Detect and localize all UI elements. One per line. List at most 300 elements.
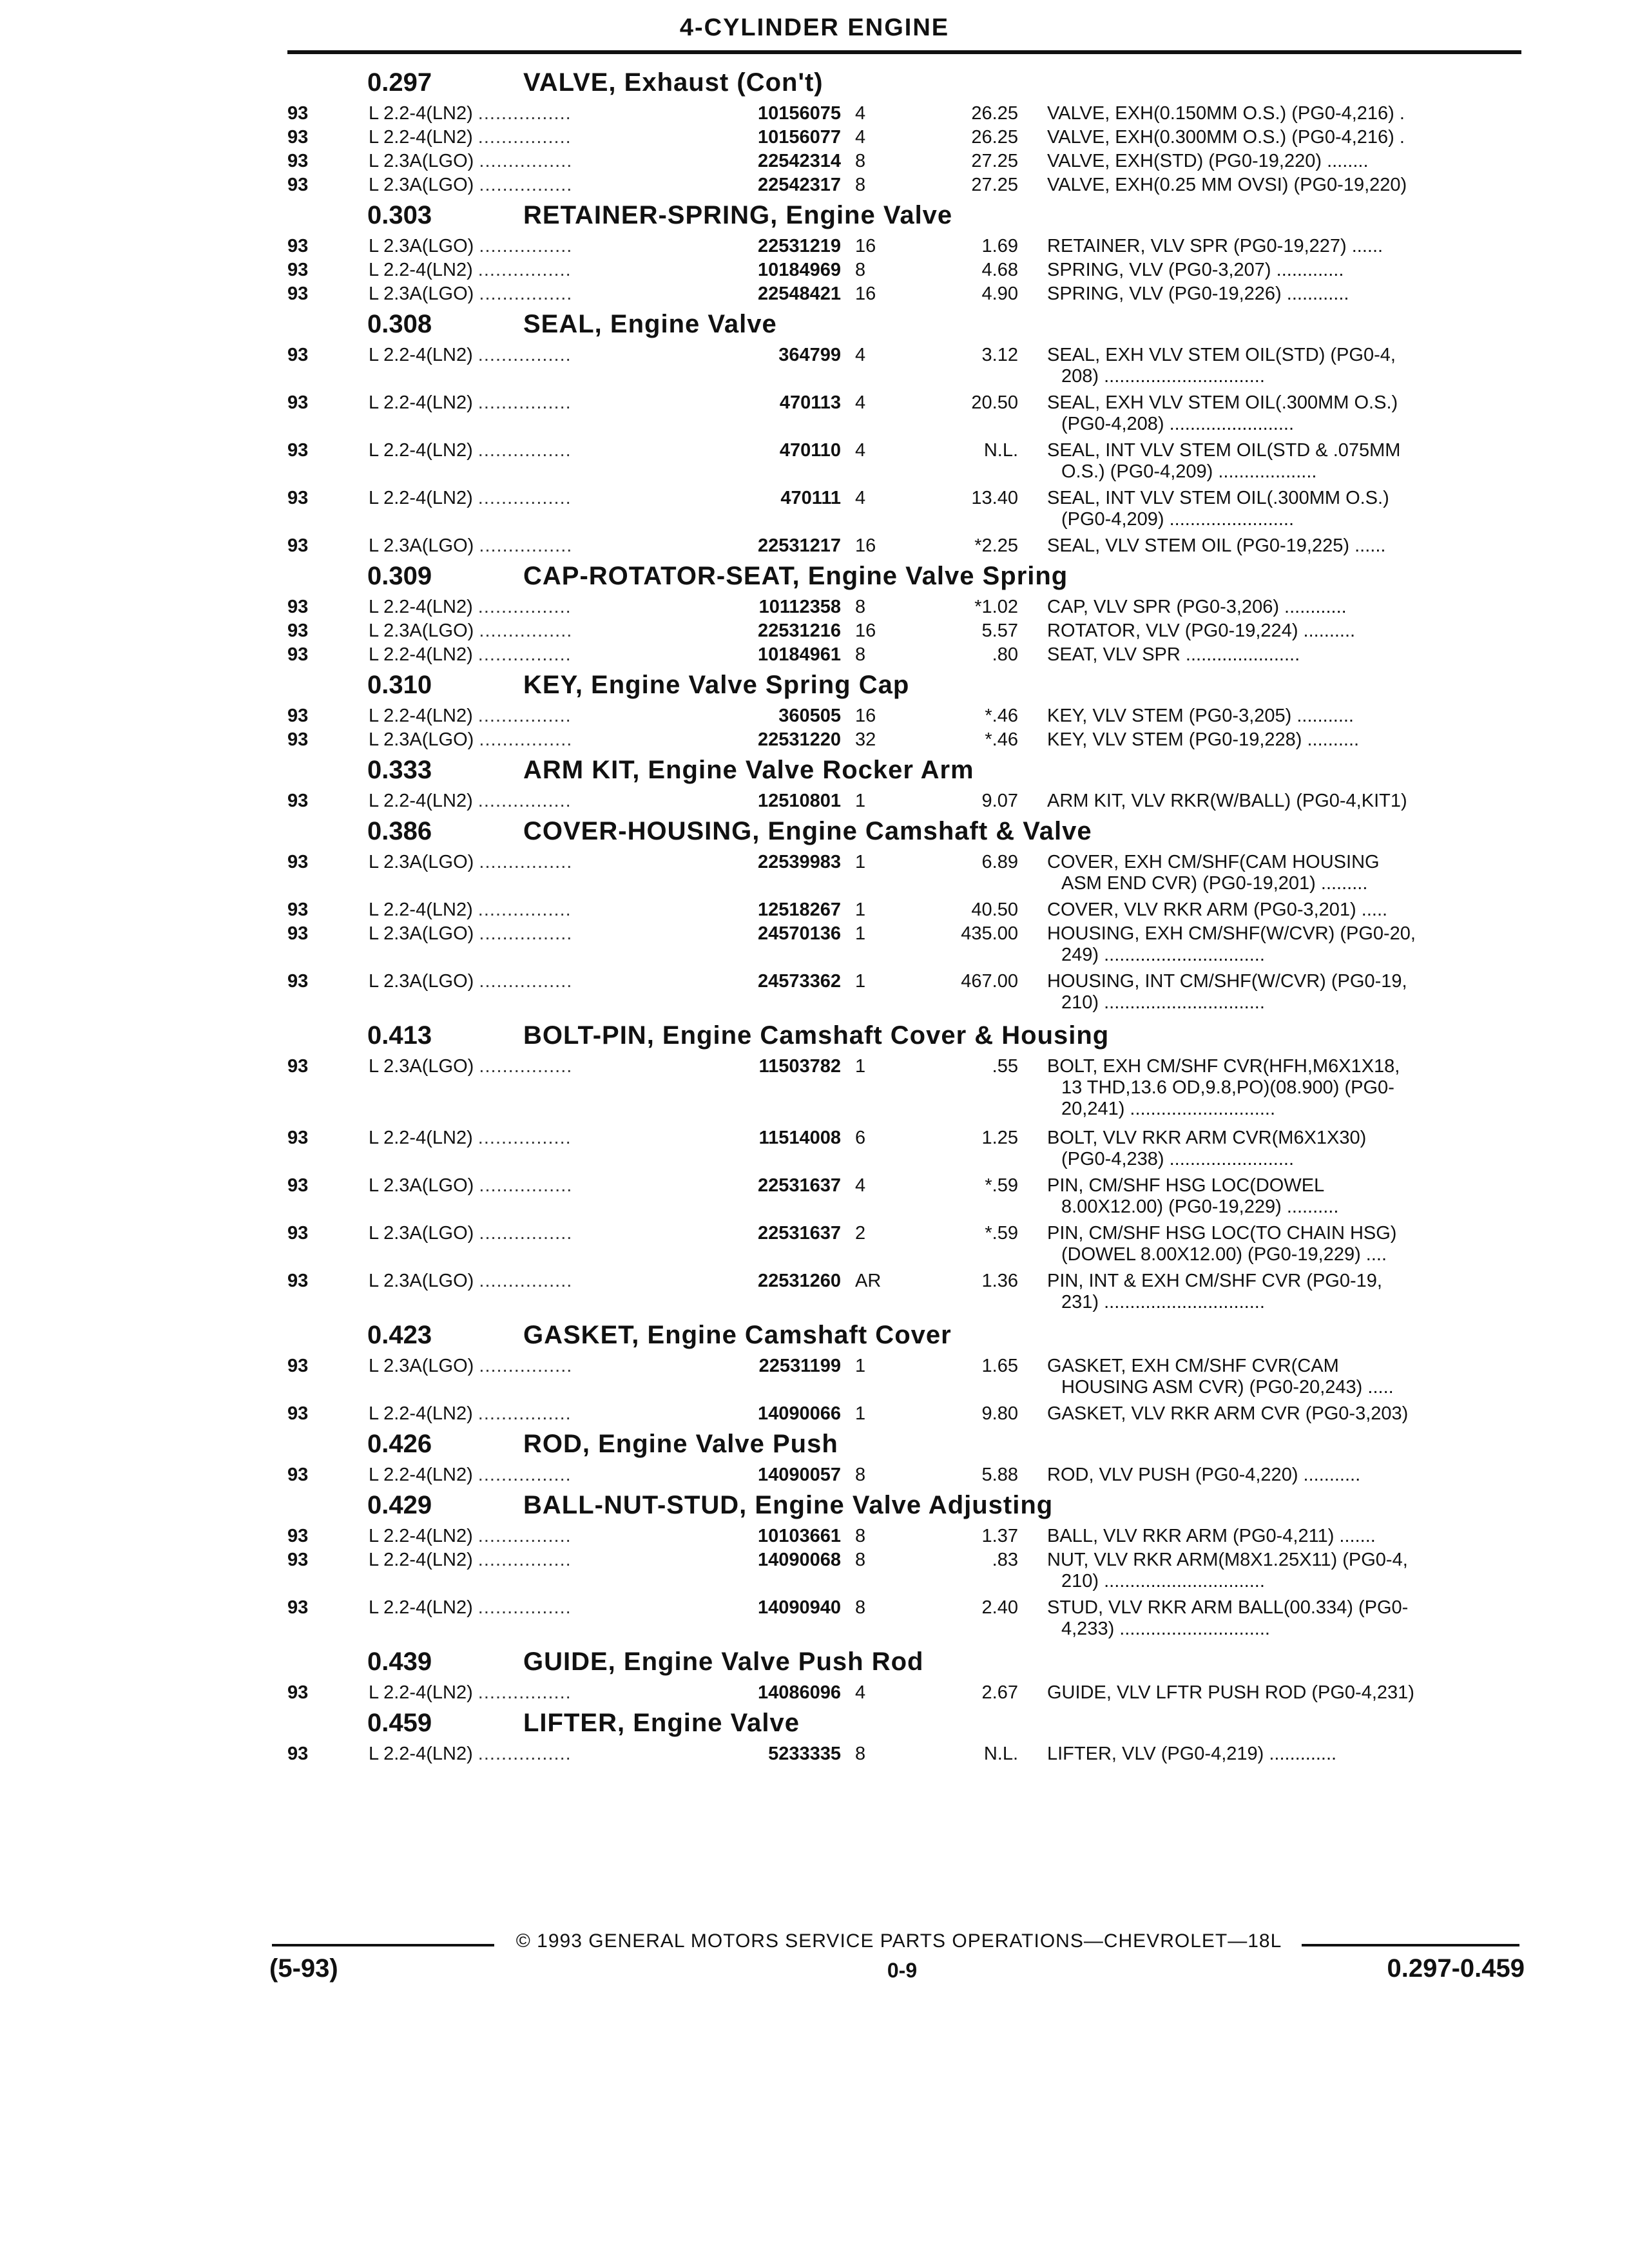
part-description — [1047, 1526, 1518, 1547]
part-number: 10156077 — [757, 127, 841, 148]
description-line: SEAL, INT VLV STEM OIL(STD & .075MM — [1047, 440, 1401, 461]
section-title: VALVE, Exhaust (Con't) — [523, 68, 824, 97]
description-line: VALVE, EXH(0.25 MM OVSI) (PG0-19,220) — [1047, 175, 1407, 195]
quantity: 1 — [855, 923, 866, 944]
section-heading — [0, 66, 1629, 103]
description-line: BALL, VLV RKR ARM (PG0-4,211) ....... — [1047, 1526, 1376, 1546]
quantity: 6 — [855, 1128, 866, 1148]
engine-model-text: L 2.3A(LGO) — [369, 1356, 474, 1376]
engine-model — [369, 1271, 710, 1292]
part-description — [1047, 1056, 1518, 1120]
part-number: 14090068 — [757, 1550, 841, 1570]
quantity: 1 — [855, 1403, 866, 1424]
model-year: 93 — [287, 791, 309, 811]
table-row — [0, 151, 1629, 175]
section-title: CAP-ROTATOR-SEAT, Engine Valve Spring — [523, 562, 1068, 590]
part-number: 10184969 — [757, 260, 841, 280]
part-description — [1047, 1465, 1518, 1486]
quantity: 8 — [855, 597, 866, 617]
part-description — [1047, 488, 1518, 530]
part-description — [1047, 1597, 1518, 1640]
price: 1.65 — [981, 1356, 1018, 1376]
description-line: LIFTER, VLV (PG0-4,219) ............. — [1047, 1744, 1337, 1764]
engine-model-text: L 2.2-4(LN2) — [369, 260, 473, 280]
part-number: 22531260 — [757, 1271, 841, 1291]
engine-model — [369, 284, 710, 305]
description-line: 208) ............................... — [1061, 366, 1265, 387]
part-description — [1047, 852, 1518, 894]
quantity: 8 — [855, 175, 866, 195]
quantity: 16 — [855, 706, 876, 726]
engine-model-text: L 2.3A(LGO) — [369, 729, 474, 750]
engine-model-text: L 2.2-4(LN2) — [369, 392, 473, 413]
leader-dots: ................ — [479, 1223, 573, 1244]
table-row — [0, 1356, 1629, 1403]
table-row — [0, 1128, 1629, 1175]
section-number: 0.310 — [367, 671, 432, 699]
quantity: 4 — [855, 127, 866, 148]
description-line: GUIDE, VLV LFTR PUSH ROD (PG0-4,231) — [1047, 1682, 1414, 1703]
engine-model-text: L 2.2-4(LN2) — [369, 1744, 473, 1764]
section-heading — [0, 668, 1629, 706]
price: 5.57 — [981, 620, 1018, 641]
description-line: PIN, CM/SHF HSG LOC(DOWEL — [1047, 1175, 1325, 1196]
section-title: BALL-NUT-STUD, Engine Valve Adjusting — [523, 1491, 1054, 1519]
model-year: 93 — [287, 260, 309, 280]
model-year: 93 — [287, 1526, 309, 1546]
price: 435.00 — [961, 923, 1018, 944]
price: 3.12 — [981, 345, 1018, 365]
price: *.46 — [985, 706, 1018, 726]
table-row — [0, 175, 1629, 198]
model-year: 93 — [287, 127, 309, 148]
model-year: 93 — [287, 1465, 309, 1485]
engine-model — [369, 1356, 710, 1377]
engine-model — [369, 260, 710, 281]
footer-section-range: 0.297-0.459 — [1387, 1954, 1525, 1983]
model-year: 93 — [287, 852, 309, 872]
engine-model — [369, 597, 710, 618]
part-number: 12518267 — [757, 899, 841, 920]
quantity: 2 — [855, 1223, 866, 1244]
table-row — [0, 899, 1629, 923]
part-number: 22539983 — [757, 852, 841, 872]
price: 1.25 — [981, 1128, 1018, 1148]
engine-model — [369, 729, 710, 751]
price: 1.36 — [981, 1271, 1018, 1291]
model-year: 93 — [287, 284, 309, 304]
quantity: 8 — [855, 1465, 866, 1485]
engine-model — [369, 103, 710, 124]
leader-dots: ................ — [479, 852, 573, 872]
model-year: 93 — [287, 1356, 309, 1376]
price: *2.25 — [974, 535, 1018, 556]
description-line: O.S.) (PG0-4,209) ................... — [1061, 461, 1317, 482]
section-title: KEY, Engine Valve Spring Cap — [523, 671, 910, 699]
section-heading — [0, 1318, 1629, 1356]
section-heading — [0, 307, 1629, 345]
part-number: 14090066 — [757, 1403, 841, 1424]
leader-dots: ................ — [477, 1128, 572, 1148]
description-line: ROD, VLV PUSH (PG0-4,220) ........... — [1047, 1465, 1361, 1485]
leader-dots: ................ — [477, 488, 572, 508]
description-line: PIN, INT & EXH CM/SHF CVR (PG0-19, — [1047, 1271, 1382, 1291]
engine-model-text: L 2.2-4(LN2) — [369, 644, 473, 665]
model-year: 93 — [287, 923, 309, 944]
table-row — [0, 1526, 1629, 1550]
price: *.46 — [985, 729, 1018, 750]
part-description — [1047, 127, 1518, 148]
engine-model-text: L 2.3A(LGO) — [369, 1056, 474, 1077]
model-year: 93 — [287, 706, 309, 726]
table-row — [0, 440, 1629, 488]
engine-model-text: L 2.3A(LGO) — [369, 1271, 474, 1291]
quantity: 1 — [855, 852, 866, 872]
section-heading — [0, 559, 1629, 597]
part-number: 22531216 — [757, 620, 841, 641]
engine-model-text: L 2.2-4(LN2) — [369, 899, 473, 920]
part-number: 10184961 — [757, 644, 841, 665]
model-year: 93 — [287, 103, 309, 124]
price: 4.68 — [981, 260, 1018, 280]
model-year: 93 — [287, 1271, 309, 1291]
price: .83 — [992, 1550, 1018, 1570]
part-description — [1047, 284, 1518, 305]
leader-dots: ................ — [479, 1271, 573, 1291]
model-year: 93 — [287, 1056, 309, 1077]
quantity: 16 — [855, 236, 876, 256]
engine-model — [369, 971, 710, 992]
table-row — [0, 1597, 1629, 1645]
price: 2.40 — [981, 1597, 1018, 1618]
part-number: 11514008 — [758, 1128, 841, 1148]
engine-model-text: L 2.2-4(LN2) — [369, 127, 473, 148]
section-number: 0.386 — [367, 817, 432, 845]
section-heading — [0, 1645, 1629, 1682]
leader-dots: ................ — [479, 535, 573, 556]
description-line: PIN, CM/SHF HSG LOC(TO CHAIN HSG) — [1047, 1223, 1397, 1244]
engine-model-text: L 2.2-4(LN2) — [369, 1526, 473, 1546]
engine-model — [369, 440, 710, 461]
part-description — [1047, 260, 1518, 281]
leader-dots: ................ — [479, 620, 573, 641]
engine-model — [369, 1526, 710, 1547]
part-number: 22542314 — [757, 151, 841, 171]
section-number: 0.459 — [367, 1709, 432, 1737]
table-row — [0, 1465, 1629, 1488]
price: 2.67 — [981, 1682, 1018, 1703]
description-line: RETAINER, VLV SPR (PG0-19,227) ...... — [1047, 236, 1383, 256]
engine-model-text: L 2.2-4(LN2) — [369, 345, 473, 365]
table-row — [0, 644, 1629, 668]
engine-model-text: L 2.2-4(LN2) — [369, 597, 473, 617]
model-year: 93 — [287, 620, 309, 641]
price: 13.40 — [971, 488, 1018, 508]
leader-dots: ................ — [477, 345, 572, 365]
section-number: 0.423 — [367, 1321, 432, 1349]
part-description — [1047, 1682, 1518, 1704]
price: *.59 — [985, 1175, 1018, 1196]
quantity: 4 — [855, 488, 866, 508]
description-line: 249) ............................... — [1061, 945, 1265, 965]
model-year: 93 — [287, 644, 309, 665]
part-number: 22531217 — [757, 535, 841, 556]
quantity: 16 — [855, 535, 876, 556]
engine-model — [369, 644, 710, 666]
section-title: BOLT-PIN, Engine Camshaft Cover & Housing — [523, 1021, 1110, 1050]
engine-model-text: L 2.3A(LGO) — [369, 175, 474, 195]
part-description — [1047, 597, 1518, 618]
table-row — [0, 236, 1629, 260]
price: 26.25 — [971, 103, 1018, 124]
price: 4.90 — [981, 284, 1018, 304]
part-description — [1047, 103, 1518, 124]
part-number: 11503782 — [758, 1056, 841, 1077]
section-title: LIFTER, Engine Valve — [523, 1709, 800, 1737]
description-line: 20,241) ............................ — [1061, 1099, 1276, 1119]
quantity: 4 — [855, 345, 866, 365]
model-year: 93 — [287, 1128, 309, 1148]
description-line: BOLT, EXH CM/SHF CVR(HFH,M6X1X18, — [1047, 1056, 1400, 1077]
price: 20.50 — [971, 392, 1018, 413]
table-row — [0, 791, 1629, 814]
quantity: 8 — [855, 260, 866, 280]
description-line: VALVE, EXH(0.300MM O.S.) (PG0-4,216) . — [1047, 127, 1405, 148]
table-row — [0, 1056, 1629, 1128]
table-row — [0, 1223, 1629, 1271]
engine-model — [369, 1403, 710, 1425]
leader-dots: ................ — [477, 1597, 572, 1618]
model-year: 93 — [287, 1223, 309, 1244]
table-row — [0, 597, 1629, 620]
leader-dots: ................ — [479, 1175, 573, 1196]
description-line: SPRING, VLV (PG0-3,207) ............. — [1047, 260, 1344, 280]
engine-model — [369, 791, 710, 812]
footer-date: (5-93) — [269, 1954, 338, 1983]
leader-dots: ................ — [477, 392, 572, 413]
quantity: 32 — [855, 729, 876, 750]
section-number: 0.297 — [367, 68, 432, 97]
description-line: SPRING, VLV (PG0-19,226) ............ — [1047, 284, 1349, 304]
engine-model — [369, 236, 710, 257]
engine-model-text: L 2.2-4(LN2) — [369, 1403, 473, 1424]
engine-model — [369, 1550, 710, 1571]
table-row — [0, 923, 1629, 971]
engine-model-text: L 2.3A(LGO) — [369, 535, 474, 556]
engine-model-text: L 2.3A(LGO) — [369, 971, 474, 992]
table-row — [0, 127, 1629, 151]
part-description — [1047, 345, 1518, 387]
leader-dots: ................ — [477, 706, 572, 726]
table-row — [0, 1175, 1629, 1223]
description-line: STUD, VLV RKR ARM BALL(00.334) (PG0- — [1047, 1597, 1409, 1618]
engine-model-text: L 2.2-4(LN2) — [369, 1597, 473, 1618]
quantity: 8 — [855, 644, 866, 665]
section-title: ROD, Engine Valve Push — [523, 1430, 838, 1458]
engine-model — [369, 620, 710, 642]
description-line: NUT, VLV RKR ARM(M8X1.25X11) (PG0-4, — [1047, 1550, 1408, 1570]
engine-model — [369, 151, 710, 172]
description-line: 13 THD,13.6 OD,9.8,PO)(08.900) (PG0- — [1061, 1077, 1394, 1098]
section-title: COVER-HOUSING, Engine Camshaft & Valve — [523, 817, 1092, 845]
model-year: 93 — [287, 1597, 309, 1618]
section-title: SEAL, Engine Valve — [523, 310, 777, 338]
price: 1.37 — [981, 1526, 1018, 1546]
engine-model — [369, 706, 710, 727]
quantity: 4 — [855, 103, 866, 124]
table-row — [0, 1271, 1629, 1318]
footer-page-number: 0-9 — [887, 1959, 918, 1982]
model-year: 93 — [287, 440, 309, 461]
description-line: SEAL, INT VLV STEM OIL(.300MM O.S.) — [1047, 488, 1389, 508]
leader-dots: ................ — [479, 1356, 573, 1376]
engine-model-text: L 2.2-4(LN2) — [369, 706, 473, 726]
model-year: 93 — [287, 392, 309, 413]
description-line: SEAL, EXH VLV STEM OIL(STD) (PG0-4, — [1047, 345, 1396, 365]
description-line: (PG0-4,208) ........................ — [1061, 414, 1294, 434]
engine-model-text: L 2.2-4(LN2) — [369, 1682, 473, 1703]
description-line: COVER, EXH CM/SHF(CAM HOUSING — [1047, 852, 1380, 872]
description-line: KEY, VLV STEM (PG0-19,228) .......... — [1047, 729, 1360, 750]
leader-dots: ................ — [477, 260, 572, 280]
price: .55 — [992, 1056, 1018, 1077]
section-number: 0.303 — [367, 201, 432, 229]
engine-model-text: L 2.3A(LGO) — [369, 236, 474, 256]
engine-model — [369, 899, 710, 921]
section-number: 0.333 — [367, 756, 432, 784]
leader-dots: ................ — [477, 1550, 572, 1570]
part-description — [1047, 1403, 1518, 1425]
description-line: (PG0-4,209) ........................ — [1061, 509, 1294, 530]
part-number: 470113 — [779, 392, 841, 413]
part-description — [1047, 620, 1518, 642]
part-number: 10103661 — [757, 1526, 841, 1546]
quantity: 8 — [855, 1744, 866, 1764]
part-description — [1047, 151, 1518, 172]
engine-model — [369, 1682, 710, 1704]
description-line: 8.00X12.00) (PG0-19,229) .......... — [1061, 1196, 1339, 1217]
table-row — [0, 1744, 1629, 1767]
model-year: 93 — [287, 1175, 309, 1196]
part-description — [1047, 706, 1518, 727]
price: 1.69 — [981, 236, 1018, 256]
table-row — [0, 971, 1629, 1019]
engine-model-text: L 2.3A(LGO) — [369, 852, 474, 872]
description-line: SEAL, VLV STEM OIL (PG0-19,225) ...... — [1047, 535, 1386, 556]
leader-dots: ................ — [477, 644, 572, 665]
model-year: 93 — [287, 1682, 309, 1703]
engine-model — [369, 1223, 710, 1244]
leader-dots: ................ — [477, 597, 572, 617]
price: 26.25 — [971, 127, 1018, 148]
model-year: 93 — [287, 729, 309, 750]
part-description — [1047, 535, 1518, 557]
description-line: ROTATOR, VLV (PG0-19,224) .......... — [1047, 620, 1356, 641]
table-row — [0, 1550, 1629, 1597]
description-line: ASM END CVR) (PG0-19,201) ......... — [1061, 873, 1368, 894]
engine-model-text: L 2.3A(LGO) — [369, 620, 474, 641]
section-number: 0.439 — [367, 1648, 432, 1676]
description-line: VALVE, EXH(STD) (PG0-19,220) ........ — [1047, 151, 1369, 171]
table-row — [0, 260, 1629, 284]
quantity: AR — [855, 1271, 882, 1291]
quantity: 4 — [855, 392, 866, 413]
engine-model — [369, 1744, 710, 1765]
footer-copyright: © 1993 GENERAL MOTORS SERVICE PARTS OPERATIONS—CHEVROLET—18L — [516, 1930, 1282, 1952]
description-line: 210) ............................... — [1061, 1571, 1265, 1591]
footer-rule-right — [1302, 1944, 1519, 1946]
part-number: 14090057 — [757, 1465, 841, 1485]
part-number: 22531220 — [757, 729, 841, 750]
engine-model-text: L 2.3A(LGO) — [369, 923, 474, 944]
model-year: 93 — [287, 1403, 309, 1424]
leader-dots: ................ — [479, 236, 573, 256]
part-description — [1047, 175, 1518, 196]
leader-dots: ................ — [477, 1526, 572, 1546]
part-description — [1047, 791, 1518, 812]
footer-rule-left — [272, 1944, 494, 1946]
price: 9.07 — [981, 791, 1018, 811]
leader-dots: ................ — [477, 1403, 572, 1424]
part-description — [1047, 1356, 1518, 1398]
part-description — [1047, 1271, 1518, 1313]
price: 9.80 — [981, 1403, 1018, 1424]
engine-model-text: L 2.3A(LGO) — [369, 151, 474, 171]
engine-model — [369, 1056, 710, 1077]
price: 5.88 — [981, 1465, 1018, 1485]
engine-model — [369, 852, 710, 873]
part-number: 364799 — [778, 345, 841, 365]
leader-dots: ................ — [479, 923, 573, 944]
quantity: 1 — [855, 1056, 866, 1077]
engine-model-text: L 2.3A(LGO) — [369, 284, 474, 304]
description-line: VALVE, EXH(0.150MM O.S.) (PG0-4,216) . — [1047, 103, 1405, 124]
engine-model — [369, 923, 710, 945]
part-number: 12510801 — [757, 791, 841, 811]
part-description — [1047, 923, 1518, 966]
price: 27.25 — [971, 151, 1018, 171]
part-description — [1047, 392, 1518, 435]
part-number: 10112358 — [758, 597, 841, 617]
model-year: 93 — [287, 345, 309, 365]
page-title: 4-CYLINDER ENGINE — [679, 14, 950, 41]
quantity: 8 — [855, 1550, 866, 1570]
engine-model — [369, 175, 710, 196]
part-number: 14086096 — [757, 1682, 841, 1703]
parts-listing — [0, 66, 1629, 1767]
model-year: 93 — [287, 535, 309, 556]
part-description — [1047, 236, 1518, 257]
leader-dots: ................ — [477, 103, 572, 124]
engine-model-text: L 2.2-4(LN2) — [369, 1465, 473, 1485]
part-description — [1047, 1223, 1518, 1265]
description-line: KEY, VLV STEM (PG0-3,205) ........... — [1047, 706, 1354, 726]
part-number: 14090940 — [757, 1597, 841, 1618]
section-number: 0.426 — [367, 1430, 432, 1458]
description-line: 4,233) ............................. — [1061, 1619, 1270, 1639]
section-title: GUIDE, Engine Valve Push Rod — [523, 1648, 924, 1676]
price: 27.25 — [971, 175, 1018, 195]
table-row — [0, 852, 1629, 899]
engine-model — [369, 392, 710, 414]
section-heading — [0, 1706, 1629, 1744]
price: *1.02 — [974, 597, 1018, 617]
engine-model-text: L 2.2-4(LN2) — [369, 103, 473, 124]
section-number: 0.413 — [367, 1021, 432, 1050]
part-number: 360505 — [778, 706, 841, 726]
table-row — [0, 345, 1629, 392]
header-rule — [287, 50, 1521, 54]
